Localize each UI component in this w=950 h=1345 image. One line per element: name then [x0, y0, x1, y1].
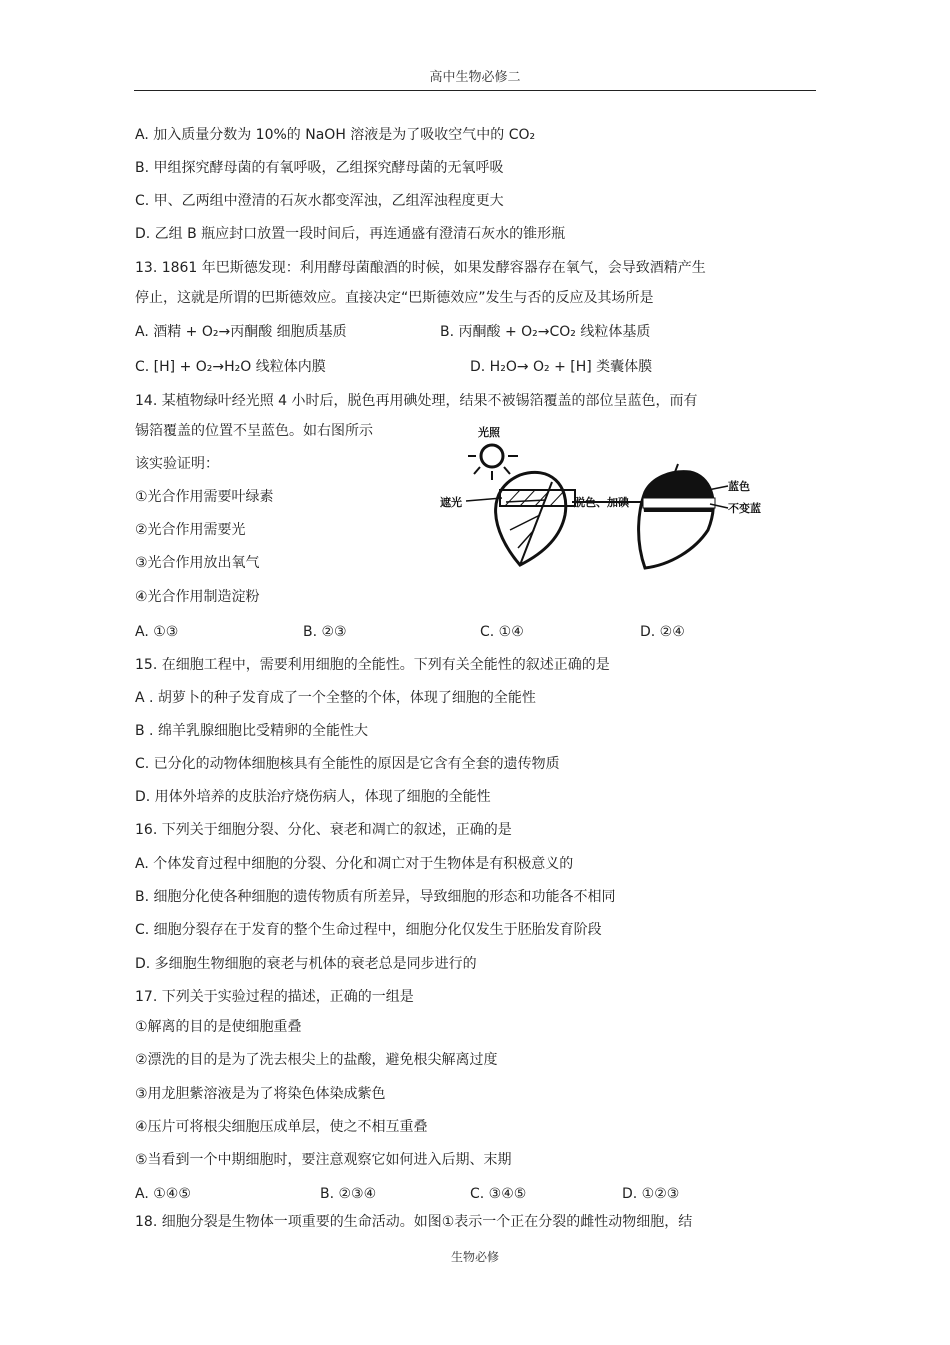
q12-option-a: A. 加入质量分数为 10%的 NaOH 溶液是为了吸收空气中的 CO₂ [135, 127, 536, 143]
q16-option-a: A. 个体发育过程中细胞的分裂、分化和凋亡对于生物体是有积极意义的 [135, 856, 574, 872]
q14-item-3: ③光合作用放出氧气 [135, 555, 260, 571]
q15-option-c: C. 已分化的动物体细胞核具有全能性的原因是它含有全套的遗传物质 [135, 756, 560, 772]
page-footer: 生物必修 [450, 1250, 499, 1264]
q16-option-b: B. 细胞分化使各种细胞的遗传物质有所差异，导致细胞的形态和功能各不相同 [135, 889, 616, 905]
q17-item-2: ②漂洗的目的是为了洗去根尖上的盐酸，避免根尖解离过度 [135, 1052, 498, 1068]
leaf-after-icon [639, 464, 715, 568]
leaf-experiment-figure [440, 420, 780, 580]
unchanged-label: 不变蓝 [728, 502, 761, 515]
q15-option-d: D. 用体外培养的皮肤治疗烧伤病人，体现了细胞的全能性 [135, 789, 491, 805]
q17-option-d: D. ①②③ [622, 1186, 680, 1202]
q14-option-b: B. ②③ [303, 624, 347, 640]
q12-option-c: C. 甲、乙两组中澄清的石灰水都变浑浊，乙组浑浊程度更大 [135, 193, 504, 209]
shade-label: 遮光 [440, 496, 462, 509]
leaf-before-icon [496, 472, 575, 565]
q13-option-c: C. [H] + O₂→H₂O 线粒体内膜 [135, 359, 326, 375]
q14-item-4: ④光合作用制造淀粉 [135, 589, 260, 605]
q17-option-a: A. ①④⑤ [135, 1186, 191, 1202]
q12-option-b: B. 甲组探究酵母菌的有氧呼吸，乙组探究酵母菌的无氧呼吸 [135, 160, 504, 176]
light-label: 光照 [478, 426, 500, 439]
process-label: 脱色、加碘 [574, 496, 629, 509]
header-rule [134, 90, 816, 91]
page-header: 高中生物必修二 [429, 70, 521, 85]
q15-option-a: A . 胡萝卜的种子发育成了一个全整的个体，体现了细胞的全能性 [135, 690, 536, 706]
blue-label: 蓝色 [728, 480, 750, 493]
q13-option-d: D. H₂O→ O₂ + [H] 类囊体膜 [470, 359, 653, 375]
q15-option-b: B . 绵羊乳腺细胞比受精卵的全能性大 [135, 723, 368, 739]
q14-stem-line1: 14. 某植物绿叶经光照 4 小时后，脱色再用碘处理，结果不被锡箔覆盖的部位呈蓝色，而有 [135, 393, 698, 409]
q14-stem-line2: 锡箔覆盖的位置不呈蓝色。如右图所示 [135, 423, 373, 439]
q13-stem-line2: 停止，这就是所谓的巴斯德效应。直接决定“巴斯德效应”发生与否的反应及其场所是 [135, 290, 654, 306]
q14-option-a: A. ①③ [135, 624, 179, 640]
q16-stem: 16. 下列关于细胞分裂、分化、衰老和凋亡的叙述，正确的是 [135, 822, 512, 838]
q17-option-b: B. ②③④ [320, 1186, 377, 1202]
q12-option-d: D. 乙组 B 瓶应封口放置一段时间后，再连通盛有澄清石灰水的锥形瓶 [135, 226, 566, 242]
q14-option-c: C. ①④ [480, 624, 524, 640]
q17-item-1: ①解离的目的是使细胞重叠 [135, 1019, 302, 1035]
q18-stem: 18. 细胞分裂是生物体一项重要的生命活动。如图①表示一个正在分裂的雌性动物细胞，结 [135, 1214, 693, 1230]
q17-item-5: ⑤当看到一个中期细胞时，要注意观察它如何进入后期、末期 [135, 1152, 512, 1168]
q14-item-2: ②光合作用需要光 [135, 522, 246, 538]
q16-option-c: C. 细胞分裂存在于发育的整个生命过程中，细胞分化仅发生于胚胎发育阶段 [135, 922, 602, 938]
q13-stem-line1: 13. 1861 年巴斯德发现：利用酵母菌酿酒的时候，如果发酵容器存在氧气，会导致酒精产生 [135, 260, 706, 276]
q13-option-b: B. 丙酮酸 + O₂→CO₂ 线粒体基质 [440, 324, 651, 340]
sun-icon [468, 445, 518, 480]
q17-item-4: ④压片可将根尖细胞压成单层，使之不相互重叠 [135, 1119, 428, 1135]
q17-stem: 17. 下列关于实验过程的描述，正确的一组是 [135, 989, 414, 1005]
q16-option-d: D. 多细胞生物细胞的衰老与机体的衰老总是同步进行的 [135, 956, 477, 972]
q17-option-c: C. ③④⑤ [470, 1186, 527, 1202]
q14-stem-line3: 该实验证明： [135, 456, 219, 472]
q17-item-3: ③用龙胆紫溶液是为了将染色体染成紫色 [135, 1086, 386, 1102]
q15-stem: 15. 在细胞工程中，需要利用细胞的全能性。下列有关全能性的叙述正确的是 [135, 657, 610, 673]
q14-option-d: D. ②④ [640, 624, 685, 640]
q14-item-1: ①光合作用需要叶绿素 [135, 489, 274, 505]
q13-option-a: A. 酒精 + O₂→丙酮酸 细胞质基质 [135, 324, 347, 340]
